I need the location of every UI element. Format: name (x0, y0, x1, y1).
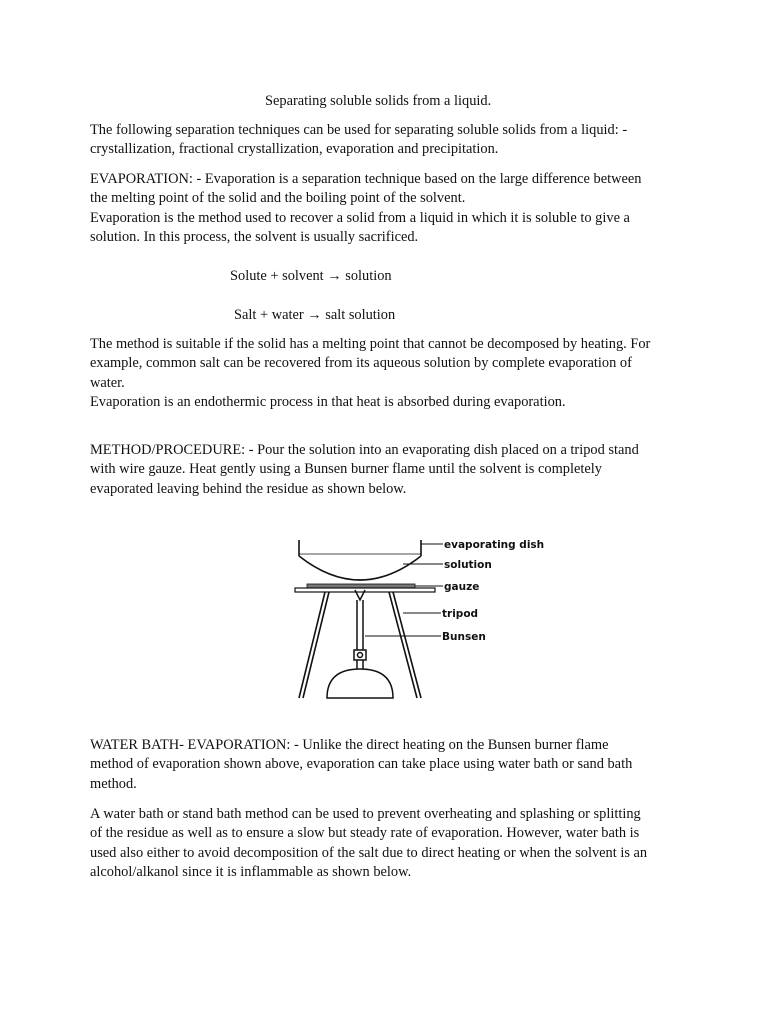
intro-line: crystallization, fractional crystallization, evaporation and precipitation. (90, 141, 499, 158)
water-bath-detail-line: used also either to avoid decomposition of the salt due to direct heating or when the solvent is an (90, 844, 648, 861)
suitability-line: The method is suitable if the solid has a melting point that cannot be decomposed by heating. For (90, 336, 651, 352)
water-bath-detail-line: alcohol/alkanol since it is inflammable as shown below. (90, 863, 412, 880)
evaporation-line: solution. In this process, the solvent is usually sacrificed. (90, 228, 419, 245)
label-gauze: gauze (444, 581, 480, 593)
method-line: evaporated leaving behind the residue as shown below. (90, 480, 407, 497)
evaporating-dish-icon (299, 540, 421, 580)
water-bath-line: method. (90, 775, 137, 792)
water-bath-detail-line: A water bath or stand bath method can be used to prevent overheating and splashing or splitting (90, 806, 641, 822)
label-tripod: tripod (442, 608, 479, 620)
equation-general: Solute + solvent → solution (230, 268, 392, 284)
label-evaporating-dish: evaporating dish (444, 539, 545, 551)
suitability-paragraph (90, 335, 690, 412)
evaporation-line: EVAPORATION: - Evaporation is a separation technique based on the large difference between (90, 171, 642, 187)
evaporation-paragraph (90, 170, 690, 247)
evaporation-apparatus-diagram (285, 532, 555, 706)
method-paragraph (90, 441, 690, 499)
label-solution: solution (444, 559, 492, 571)
equation-example: Salt + water → salt solution (234, 307, 396, 323)
water-bath-line: method of evaporation shown above, evaporation can take place using water bath or sand bath (90, 756, 633, 773)
water-bath-line: WATER BATH- EVAPORATION: - Unlike the direct heating on the Bunsen burner flame (90, 737, 609, 753)
bunsen-burner-icon (327, 590, 393, 698)
page-title: Separating soluble solids from a liquid. (265, 93, 492, 109)
evaporation-line: Evaporation is the method used to recover a solid from a liquid in which it is soluble to give a (90, 209, 630, 226)
suitability-line: Evaporation is an endothermic process in that heat is absorbed during evaporation. (90, 393, 566, 410)
intro-paragraph (90, 121, 690, 160)
evaporation-line: the melting point of the solid and the boiling point of the solvent. (90, 190, 466, 207)
label-bunsen: Bunsen (442, 631, 486, 643)
suitability-line: water. (90, 374, 125, 391)
water-bath-detail-paragraph (90, 805, 690, 882)
intro-line: The following separation techniques can be used for separating soluble solids from a liquid: - (90, 122, 628, 138)
water-bath-paragraph (90, 736, 690, 794)
water-bath-detail-line: of the residue as well as to ensure a slow but steady rate of evaporation. However, water bath is (90, 825, 640, 842)
suitability-line: example, common salt can be recovered from its aqueous solution by complete evaporation of (90, 355, 632, 372)
method-line: METHOD/PROCEDURE: - Pour the solution into an evaporating dish placed on a tripod stand (90, 442, 639, 458)
method-line: with wire gauze. Heat gently using a Bunsen burner flame until the solvent is completely (90, 461, 602, 478)
